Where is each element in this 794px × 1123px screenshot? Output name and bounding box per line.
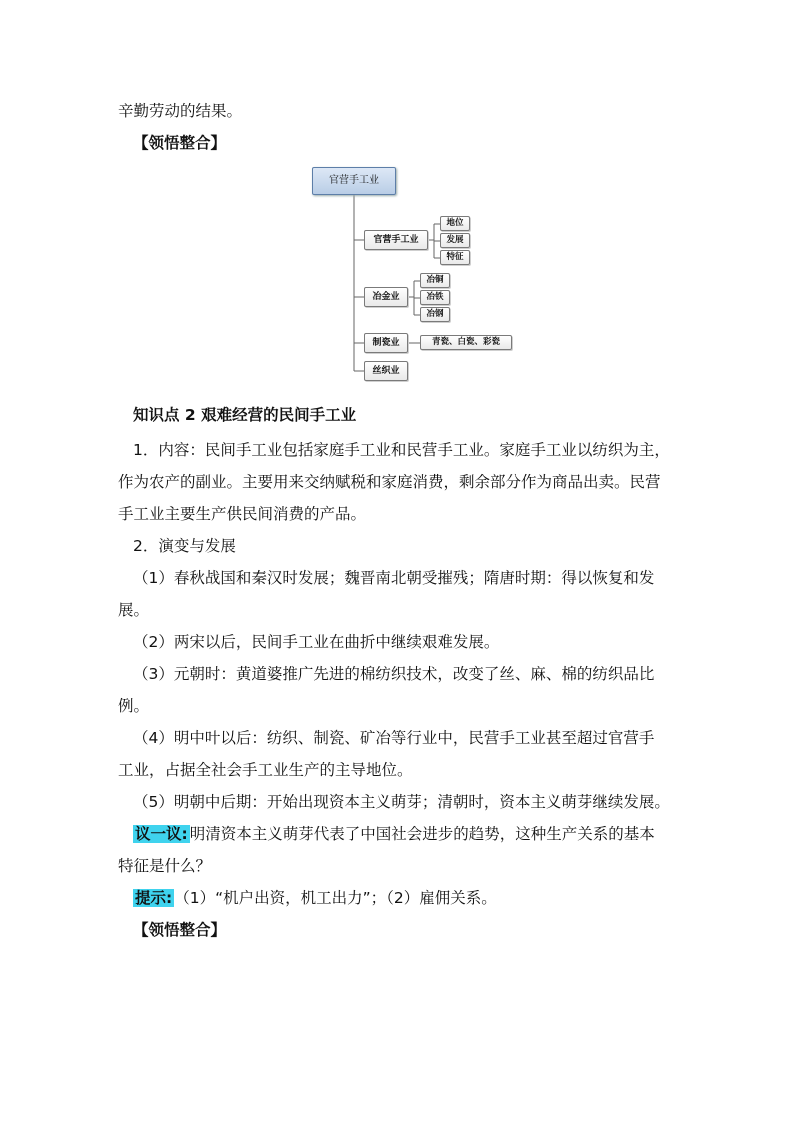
diagram-branch-4: 丝织业 xyxy=(364,361,408,381)
diagram-leaf-2-2: 冶铁 xyxy=(420,290,450,305)
para-line-5: （1）春秋战国和秦汉时发展；魏晋南北朝受摧残；隋唐时期：得以恢复和发 xyxy=(133,569,655,587)
diagram-connectors xyxy=(300,165,530,385)
diagram-leaf-1-3: 特征 xyxy=(440,250,470,265)
diagram-branch-1: 官营手工业 xyxy=(364,230,428,250)
knowledge-point-heading: 知识点 2 艰难经营的民间手工业 xyxy=(133,406,357,424)
para-line-1: 1．内容：民间手工业包括家庭手工业和民营手工业。家庭手工业以纺织为主， xyxy=(133,441,670,459)
para-line-8: （3）元朝时：黄道婆推广先进的棉纺织技术，改变了丝、麻、棉的纺织品比 xyxy=(133,665,655,683)
diagram-leaf-1-1: 地位 xyxy=(440,216,470,231)
hint-text: （1）“机户出资，机工出力”；（2）雇佣关系。 xyxy=(174,889,497,907)
diagram-leaf-2-3: 冶钢 xyxy=(420,307,450,322)
discussion-tag: 议一议: xyxy=(135,825,188,843)
concept-diagram xyxy=(300,165,530,385)
diagram-leaf-2-1: 冶铜 xyxy=(420,273,450,288)
para-line-4: 2．演变与发展 xyxy=(133,537,236,555)
hint-tag: 提示: xyxy=(135,889,173,907)
discussion-line-2: 特征是什么？ xyxy=(118,857,212,875)
diagram-leaf-1-2: 发展 xyxy=(440,233,470,248)
diagram-branch-2: 冶金业 xyxy=(364,287,408,307)
para-line-12: （5）明朝中后期：开始出现资本主义萌芽；清朝时，资本主义萌芽继续发展。 xyxy=(133,793,670,811)
para-line-10: （4）明中叶以后：纺织、制瓷、矿冶等行业中，民营手工业甚至超过官营手 xyxy=(133,729,655,747)
diagram-branch-3: 制瓷业 xyxy=(364,333,408,353)
hint-line xyxy=(133,888,497,908)
para-line-11: 工业，占据全社会手工业生产的主导地位。 xyxy=(118,761,413,779)
discussion-text: 明清资本主义萌芽代表了中国社会进步的趋势，这种生产关系的基本 xyxy=(189,825,655,843)
para-line-3: 手工业主要生产供民间消费的产品。 xyxy=(118,505,367,523)
diagram-root: 官营手工业 xyxy=(312,167,396,195)
para-line-2: 作为农产的副业。主要用来交纳赋税和家庭消费，剩余部分作为商品出卖。民营 xyxy=(118,473,661,491)
line-1: 辛勤劳动的结果。 xyxy=(118,102,243,120)
section-heading-1: 【领悟整合】 xyxy=(133,134,227,152)
section-heading-2: 【领悟整合】 xyxy=(133,921,227,939)
discussion-line xyxy=(133,824,655,844)
para-line-9: 例。 xyxy=(118,697,150,715)
diagram-leaf-3: 青瓷、白瓷、彩瓷 xyxy=(420,335,512,350)
para-line-7: （2）两宋以后，民间手工业在曲折中继续艰难发展。 xyxy=(133,633,500,651)
para-line-6: 展。 xyxy=(118,601,150,619)
